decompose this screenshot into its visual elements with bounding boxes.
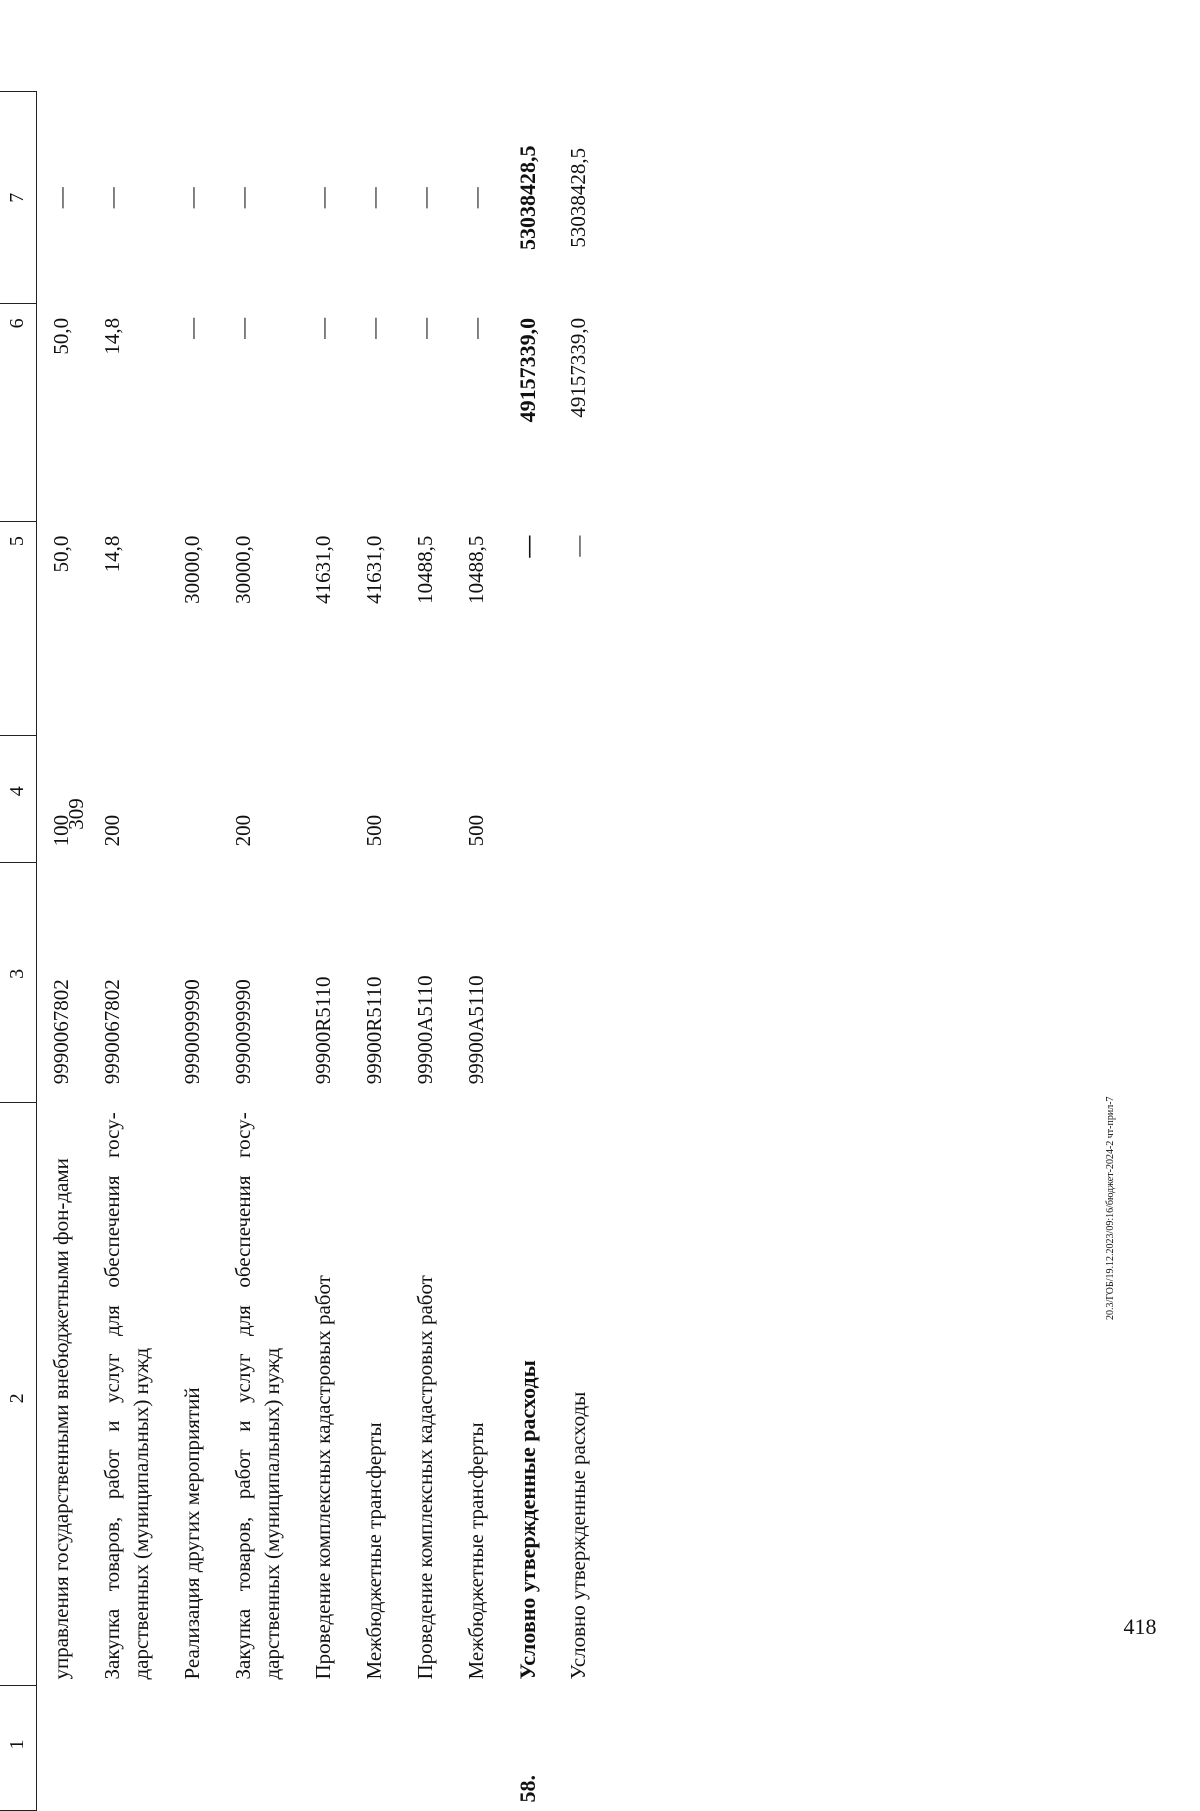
cell-col-4 bbox=[299, 735, 350, 862]
cell-col-3: 9990067802 bbox=[100, 979, 124, 1085]
cell-col-6: — bbox=[464, 317, 488, 339]
cell-col-5: 10488,5 bbox=[464, 535, 488, 604]
col-header-5: 5 bbox=[0, 522, 37, 736]
cell-col-4 bbox=[554, 735, 605, 862]
cell-col-5: 30000,0 bbox=[231, 535, 255, 604]
cell-col-3 bbox=[503, 862, 554, 1102]
cell-col-5: 41631,0 bbox=[362, 535, 386, 604]
cell-col-6: — bbox=[413, 317, 437, 339]
cell-col-5: 10488,5 bbox=[413, 535, 437, 604]
cell-col-3: 9990099990 bbox=[180, 979, 204, 1085]
cell-col-6: 50,0 bbox=[49, 317, 73, 355]
cell-col-1 bbox=[554, 1686, 605, 1811]
cell-col-1 bbox=[168, 1686, 219, 1811]
table-row bbox=[168, 92, 219, 1811]
table-row bbox=[88, 92, 168, 1811]
cell-col-1 bbox=[401, 1686, 452, 1811]
cell-col-4 bbox=[503, 735, 554, 862]
cell-col-7: — bbox=[311, 187, 335, 209]
cell-col-1 bbox=[350, 1686, 401, 1811]
cell-col-5: 14,8 bbox=[100, 535, 124, 573]
cell-col-6: 14,8 bbox=[100, 317, 124, 355]
col-header-1: 1 bbox=[0, 1686, 37, 1811]
cell-col-2: управления государственными внебюджетными фон-дами bbox=[49, 1158, 73, 1680]
cell-col-1 bbox=[299, 1686, 350, 1811]
cell-col-2: Условно утвержденные расходы bbox=[515, 1360, 540, 1680]
cell-col-6: — bbox=[362, 317, 386, 339]
header-row bbox=[0, 92, 37, 1811]
cell-col-6: — bbox=[231, 317, 255, 339]
cell-col-3: 9990067802 bbox=[49, 979, 73, 1085]
cell-col-3: 9990099990 bbox=[231, 979, 255, 1085]
cell-col-3: 99900R5110 bbox=[311, 976, 335, 1085]
cell-col-7: — bbox=[100, 187, 124, 209]
col-header-6: 6 bbox=[0, 304, 37, 522]
cell-col-5: — bbox=[566, 535, 590, 557]
cell-col-5: 50,0 bbox=[49, 535, 73, 573]
cell-col-3: 99900A5110 bbox=[464, 975, 488, 1085]
cell-col-2: Межбюджетные трансферты bbox=[464, 1422, 488, 1680]
cell-col-6: — bbox=[311, 317, 335, 339]
cell-col-3: 99900R5110 bbox=[362, 976, 386, 1085]
table-row bbox=[37, 92, 89, 1811]
cell-col-7: — bbox=[362, 187, 386, 209]
cell-col-5: 41631,0 bbox=[311, 535, 335, 604]
cell-col-5: — bbox=[515, 535, 540, 558]
table-row bbox=[219, 92, 299, 1811]
table-row bbox=[503, 92, 554, 1811]
cell-col-2: Реализация других мероприятий bbox=[180, 1387, 204, 1680]
cell-col-1 bbox=[88, 1686, 168, 1811]
cell-col-2: Закупка товаров, работ и услуг для обеспечения госу-дарственных (муниципальных) нужд bbox=[231, 1112, 284, 1680]
cell-col-7: — bbox=[180, 187, 204, 209]
table-row bbox=[452, 92, 503, 1811]
cell-col-2: Условно утвержденные расходы bbox=[566, 1391, 590, 1680]
col-header-2: 2 bbox=[0, 1102, 37, 1685]
footer-code: 20.3/ГОБ/19.12.2023/09:16/бюджет-2024-2 чт-прил-7 bbox=[1105, 1096, 1116, 1320]
col-header-3: 3 bbox=[0, 862, 37, 1102]
cell-col-4: 500 bbox=[464, 814, 488, 847]
cell-col-1 bbox=[452, 1686, 503, 1811]
cell-col-6: 49157339,0 bbox=[515, 317, 540, 423]
page-number: 309 bbox=[64, 798, 88, 830]
cell-col-4: 100 bbox=[49, 814, 73, 847]
col-header-4: 4 bbox=[0, 735, 37, 862]
rotated-table-container bbox=[0, 91, 707, 1811]
cell-col-7: 53038428,5 bbox=[515, 145, 540, 250]
cell-col-7: — bbox=[413, 187, 437, 209]
budget-table bbox=[0, 91, 605, 1811]
cell-col-3 bbox=[554, 862, 605, 1102]
cell-col-7: — bbox=[464, 187, 488, 209]
cell-col-6: 49157339,0 bbox=[566, 317, 590, 418]
cell-col-1 bbox=[219, 1686, 299, 1811]
cell-col-2: Проведение комплексных кадастровых работ bbox=[413, 1275, 437, 1680]
cell-col-7: 53038428,5 bbox=[566, 147, 590, 248]
cell-col-2: Закупка товаров, работ и услуг для обеспечения госу-дарственных (муниципальных) нужд bbox=[100, 1112, 153, 1680]
cell-col-2: Проведение комплексных кадастровых работ bbox=[311, 1275, 335, 1680]
cell-col-4: 500 bbox=[362, 814, 386, 847]
cell-col-3: 99900A5110 bbox=[413, 975, 437, 1085]
cell-col-7: — bbox=[49, 187, 73, 209]
cell-col-4: 200 bbox=[100, 814, 124, 847]
table-row bbox=[554, 92, 605, 1811]
cell-col-4 bbox=[168, 735, 219, 862]
table-row bbox=[401, 92, 452, 1811]
cell-col-1 bbox=[37, 1686, 89, 1811]
table-body bbox=[37, 92, 606, 1811]
cell-col-6: — bbox=[180, 317, 204, 339]
table-row bbox=[350, 92, 401, 1811]
cell-col-2: Межбюджетные трансферты bbox=[362, 1422, 386, 1680]
cell-col-4: 200 bbox=[231, 814, 255, 847]
table-row bbox=[299, 92, 350, 1811]
cell-col-4 bbox=[401, 735, 452, 862]
cell-col-7: — bbox=[231, 187, 255, 209]
sheet-number: 418 bbox=[1123, 1614, 1157, 1639]
col-header-7: 7 bbox=[0, 92, 37, 304]
cell-col-1: 58. bbox=[515, 1775, 540, 1803]
cell-col-5: 30000,0 bbox=[180, 535, 204, 604]
